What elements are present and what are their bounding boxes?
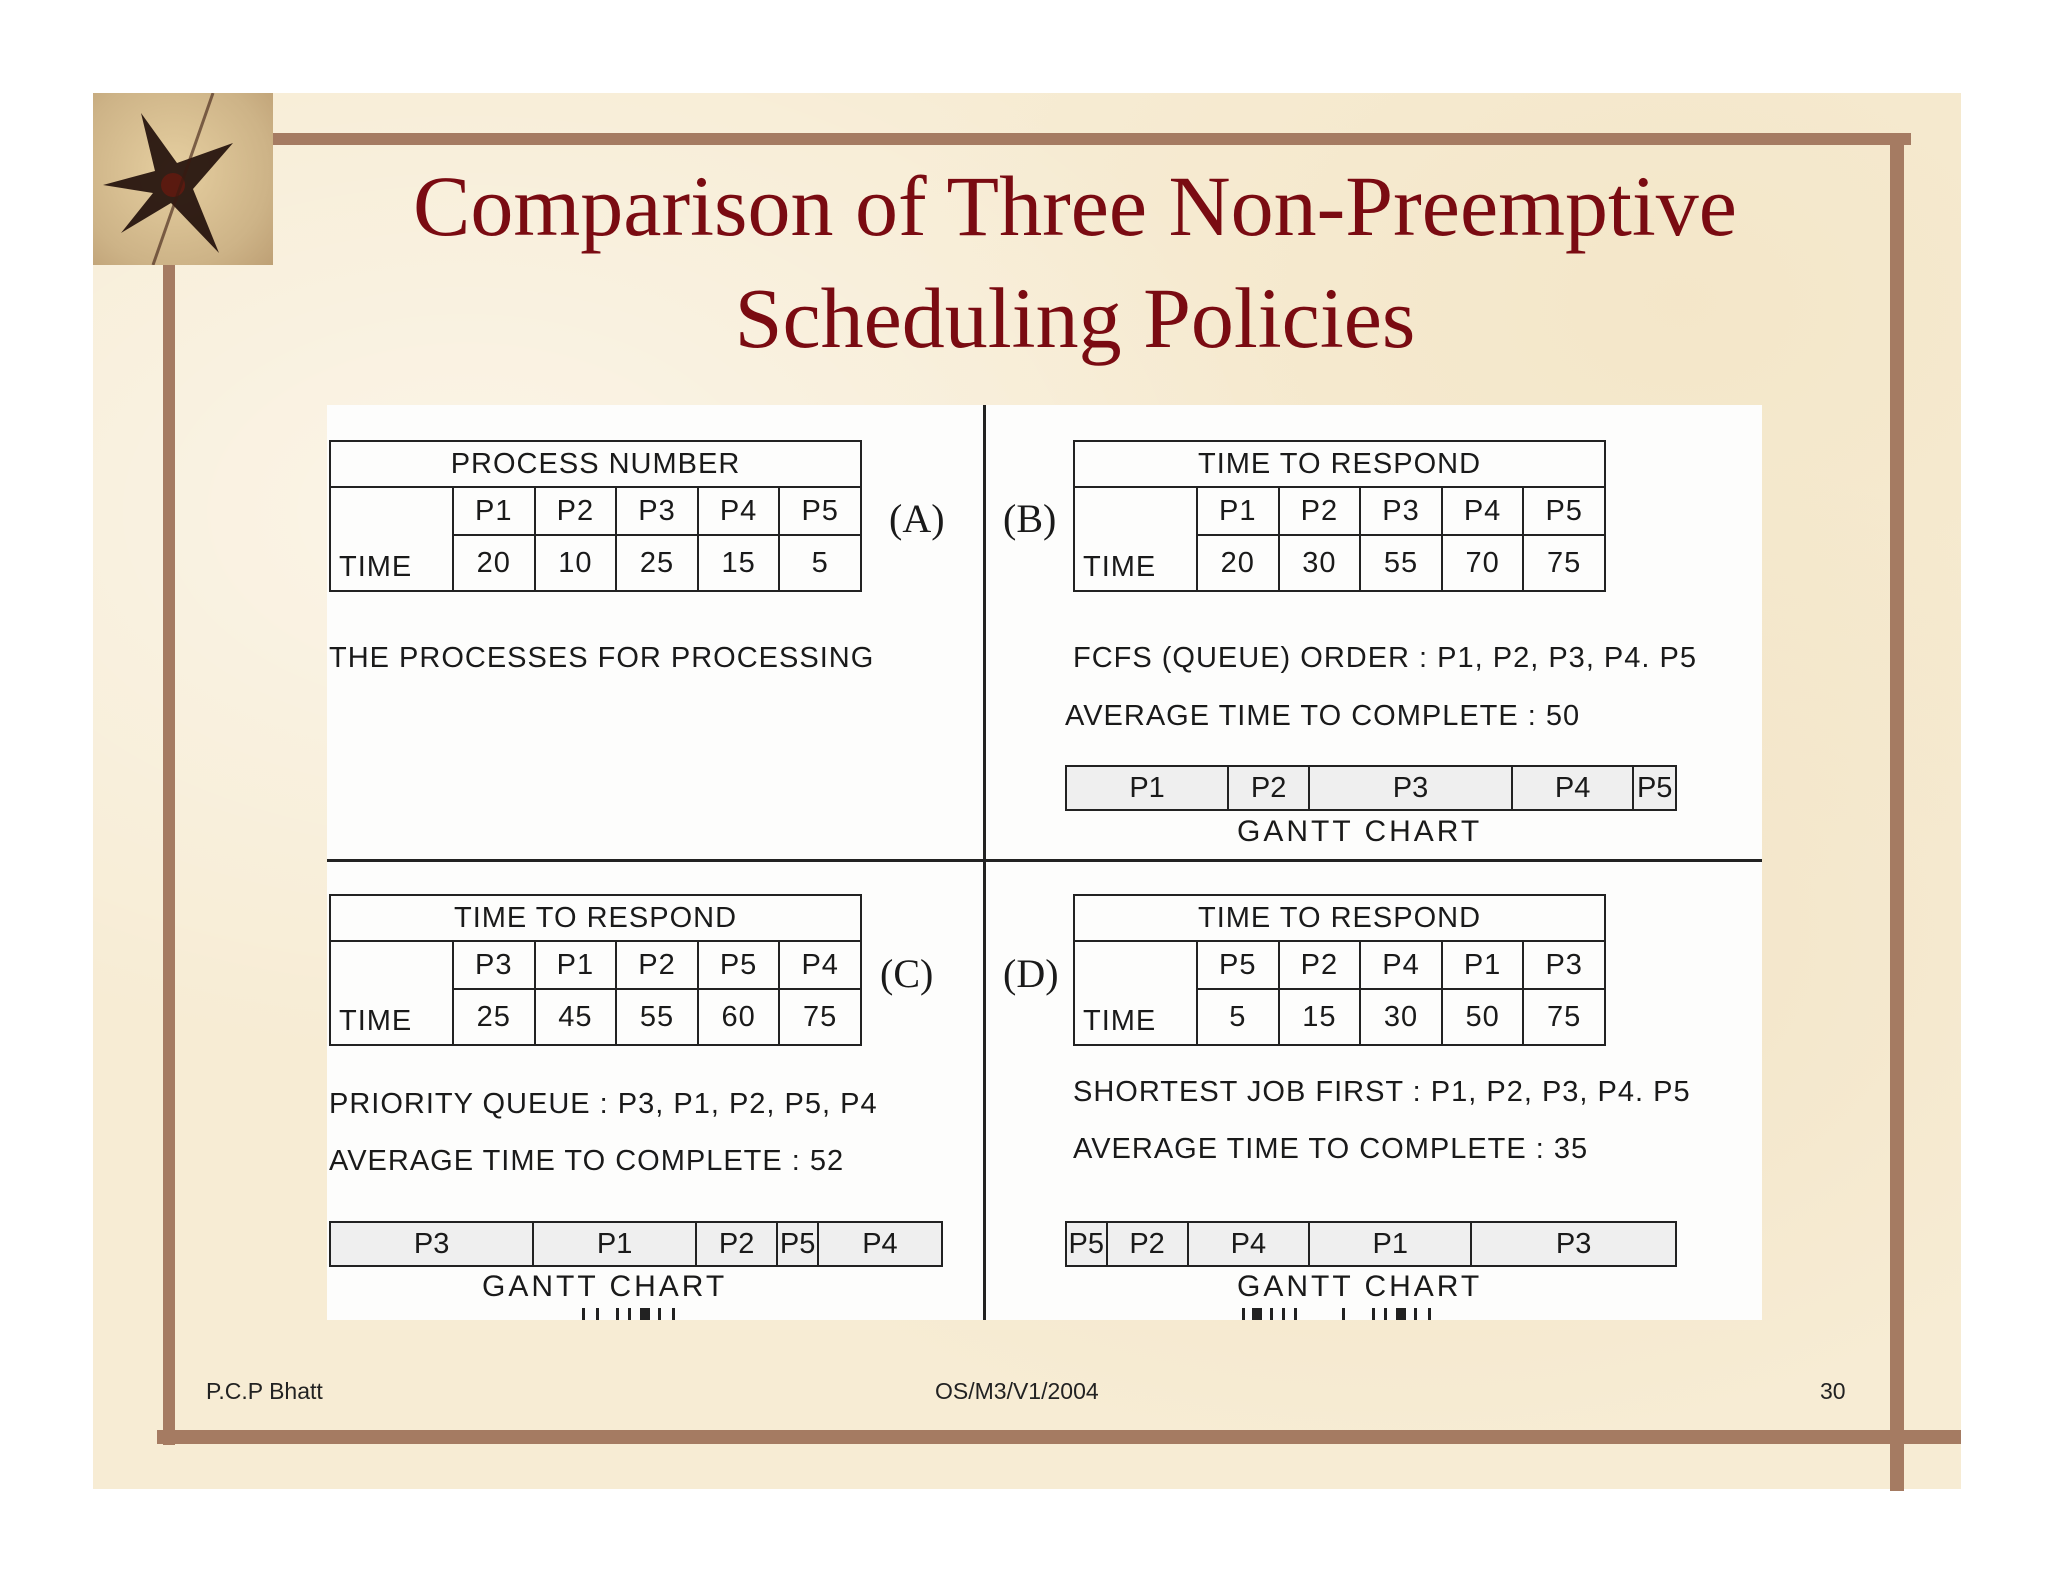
table-a-time: 15: [698, 535, 780, 591]
corner-ornament: [93, 93, 273, 265]
response-table-b: [1073, 440, 1606, 592]
average-c: AVERAGE TIME TO COMPLETE : 52: [329, 1145, 845, 1177]
table-b-time: 70: [1442, 535, 1524, 591]
table-d-time: 50: [1442, 989, 1524, 1045]
table-b-time: 20: [1197, 535, 1279, 591]
scheduling-figure: [327, 405, 1762, 1320]
table-b-row-label: TIME: [1074, 487, 1197, 591]
label-d: (D): [1003, 951, 1059, 996]
response-table-d: [1073, 894, 1606, 1046]
table-d-process: P5: [1197, 941, 1279, 989]
clipped-ticks-c: [582, 1308, 702, 1320]
table-d-time: 75: [1523, 989, 1605, 1045]
order-b: FCFS (QUEUE) ORDER : P1, P2, P3, P4. P5: [1073, 642, 1697, 674]
gantt-segment: P3: [331, 1223, 534, 1265]
table-c-process: P2: [616, 941, 698, 989]
response-table-c: [329, 894, 862, 1046]
table-c-process: P5: [698, 941, 780, 989]
table-c-time: 45: [535, 989, 617, 1045]
table-c-row-label: TIME: [330, 941, 453, 1045]
table-d-time: 15: [1279, 989, 1361, 1045]
table-b-process: P3: [1360, 487, 1442, 535]
table-a-time: 10: [535, 535, 617, 591]
table-c-time: 60: [698, 989, 780, 1045]
table-a-process: P1: [453, 487, 535, 535]
table-b-process: P4: [1442, 487, 1524, 535]
table-d-time: 5: [1197, 989, 1279, 1045]
average-b: AVERAGE TIME TO COMPLETE : 50: [1065, 700, 1581, 732]
table-d-process: P4: [1360, 941, 1442, 989]
table-b-time: 75: [1523, 535, 1605, 591]
clipped-ticks-d: [1242, 1308, 1482, 1320]
frame-top-bar: [163, 133, 1911, 145]
gantt-chart-b: [1065, 765, 1677, 811]
table-d-header: TIME TO RESPOND: [1074, 895, 1605, 941]
table-a-time: 25: [616, 535, 698, 591]
gantt-segment: P5: [1636, 771, 1673, 804]
gantt-caption-b: GANTT CHART: [1237, 815, 1483, 848]
footer-page-number: 30: [1820, 1378, 1846, 1404]
gantt-segment: P5: [1067, 1223, 1108, 1265]
gantt-caption-c: GANTT CHART: [482, 1270, 728, 1303]
table-c-process: P4: [779, 941, 861, 989]
gantt-segment: P1: [1067, 767, 1229, 809]
frame-left-bar: [163, 133, 175, 1445]
quadrant-divider-horizontal: [327, 859, 1762, 862]
gantt-segment: P5: [778, 1223, 819, 1265]
label-a: (A): [889, 496, 945, 541]
table-d-process: P3: [1523, 941, 1605, 989]
gantt-segment: P2: [1108, 1223, 1189, 1265]
gantt-chart-c: [329, 1221, 943, 1267]
table-b-time: 30: [1279, 535, 1361, 591]
table-a-time: 20: [453, 535, 535, 591]
average-d: AVERAGE TIME TO COMPLETE : 35: [1073, 1133, 1589, 1165]
title-line-2: Scheduling Policies: [734, 270, 1416, 366]
footer-author: P.C.P Bhatt: [206, 1378, 323, 1404]
gantt-segment: P4: [862, 1227, 898, 1260]
table-d-row-label: TIME: [1074, 941, 1197, 1045]
frame-bottom-bar: [157, 1430, 1961, 1444]
slide-title: [300, 150, 1850, 374]
table-c-process: P3: [453, 941, 535, 989]
gantt-segment: P3: [1310, 767, 1513, 809]
table-c-time: 25: [453, 989, 535, 1045]
label-c: (C): [880, 951, 934, 996]
gantt-segment: P3: [1555, 1227, 1592, 1260]
title-line-1: Comparison of Three Non-Preemptive: [413, 158, 1737, 254]
order-d: SHORTEST JOB FIRST : P1, P2, P3, P4. P5: [1073, 1076, 1691, 1108]
table-a-process: P5: [779, 487, 861, 535]
table-a-header: PROCESS NUMBER: [330, 441, 861, 487]
table-d-time: 30: [1360, 989, 1442, 1045]
table-a-process: P3: [616, 487, 698, 535]
gantt-segment: P1: [1310, 1223, 1472, 1265]
table-b-process: P5: [1523, 487, 1605, 535]
gantt-chart-d: [1065, 1221, 1677, 1267]
table-c-process: P1: [535, 941, 617, 989]
table-b-process: P1: [1197, 487, 1279, 535]
table-b-header: TIME TO RESPOND: [1074, 441, 1605, 487]
table-a-process: P4: [698, 487, 780, 535]
footer-code: OS/M3/V1/2004: [935, 1378, 1099, 1404]
table-a-time: 5: [779, 535, 861, 591]
table-c-time: 75: [779, 989, 861, 1045]
gantt-segment: P2: [697, 1223, 778, 1265]
table-c-header: TIME TO RESPOND: [330, 895, 861, 941]
table-d-process: P1: [1442, 941, 1524, 989]
gantt-segment: P4: [1513, 767, 1635, 809]
table-b-time: 55: [1360, 535, 1442, 591]
gantt-segment: P4: [1189, 1223, 1311, 1265]
table-b-process: P2: [1279, 487, 1361, 535]
process-table-a: [329, 440, 862, 592]
table-c-time: 55: [616, 989, 698, 1045]
table-d-process: P2: [1279, 941, 1361, 989]
frame-right-bar: [1890, 133, 1904, 1491]
quadrant-divider-vertical: [983, 405, 986, 1320]
gantt-segment: P1: [534, 1223, 697, 1265]
star-ornament-icon: [93, 93, 273, 265]
gantt-caption-d: GANTT CHART: [1237, 1270, 1483, 1303]
table-a-process: P2: [535, 487, 617, 535]
table-a-row-label: TIME: [330, 487, 453, 591]
gantt-segment: P2: [1229, 767, 1310, 809]
order-c: PRIORITY QUEUE : P3, P1, P2, P5, P4: [329, 1088, 878, 1120]
label-b: (B): [1003, 496, 1057, 541]
caption-a: THE PROCESSES FOR PROCESSING: [329, 642, 875, 674]
